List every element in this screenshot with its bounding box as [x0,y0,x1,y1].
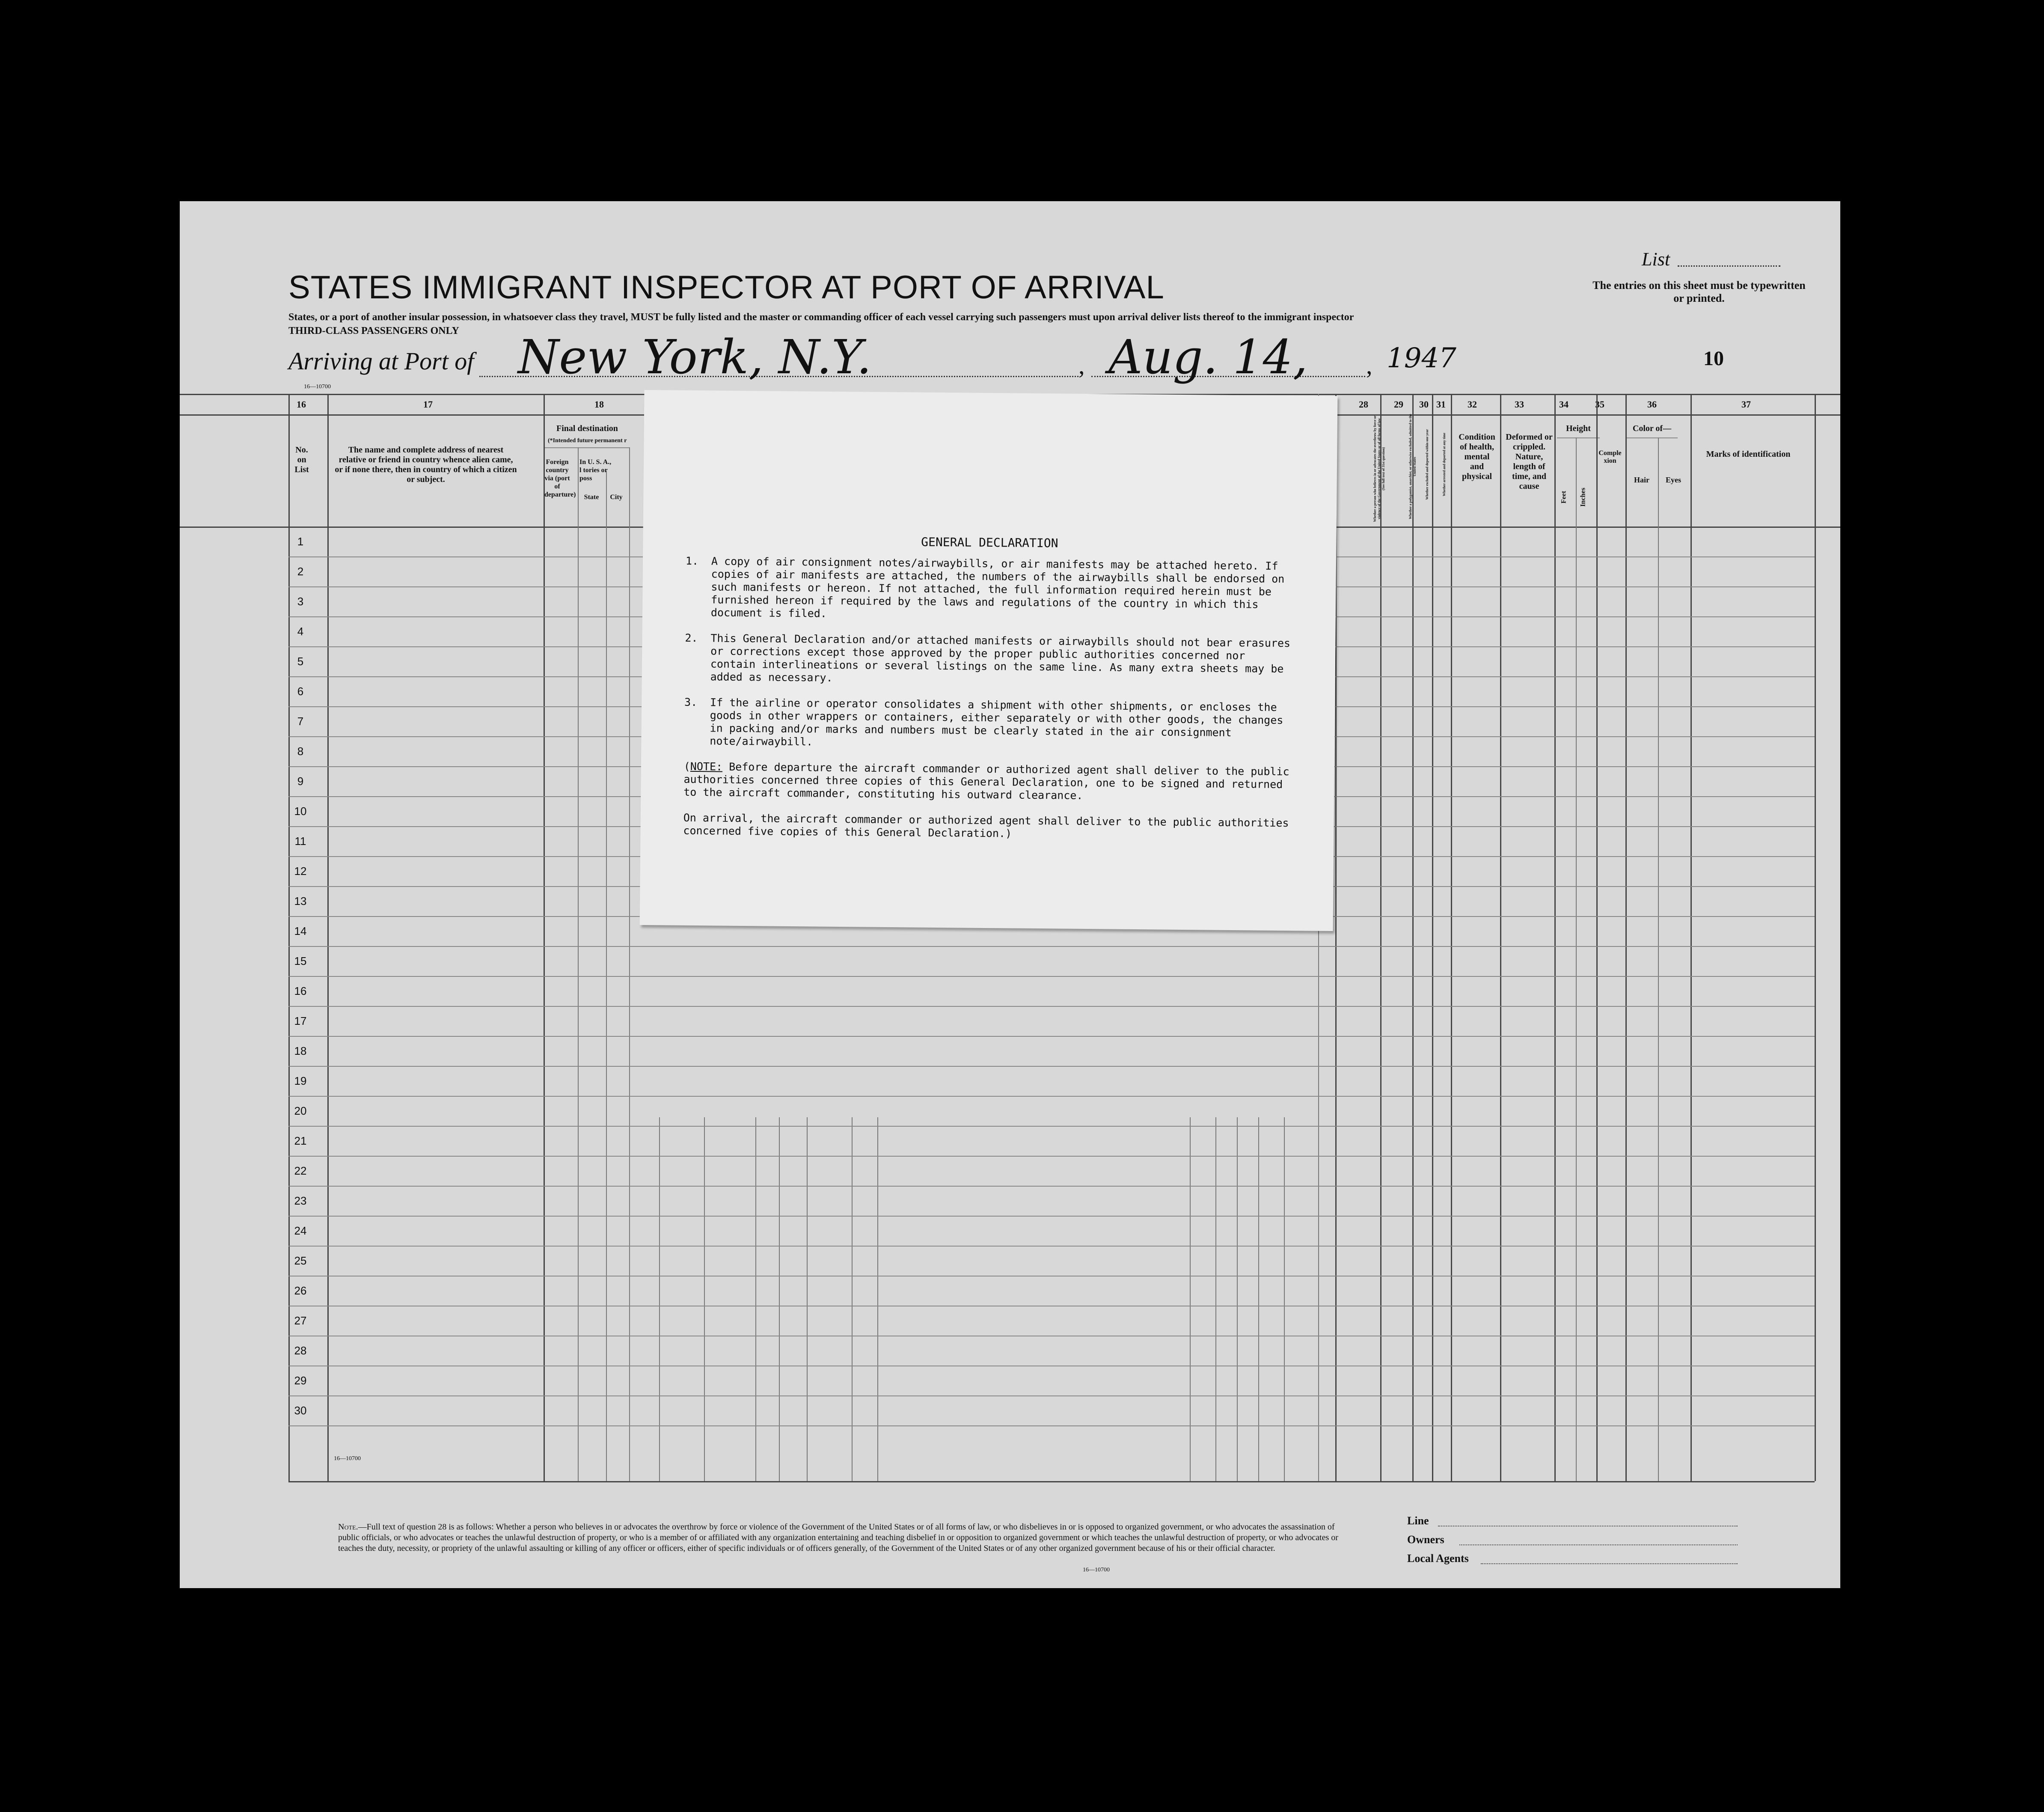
row-rule [288,1126,1815,1127]
declaration-items [683,555,1293,842]
col-num: 18 [594,399,604,410]
col-rule [1284,1117,1285,1481]
header-health: Condition of health, mental and physical [1459,432,1495,481]
header-final-destination: Final destination [556,424,618,433]
row-number: 29 [294,1374,307,1387]
header-state: State [584,494,599,501]
col-rule [852,1117,853,1481]
col-rule [755,1117,756,1481]
row-number: 4 [297,625,304,638]
row-number: 14 [294,925,307,937]
row-number: 10 [294,805,307,818]
year-field: 1947 [1387,342,1456,374]
general-declaration-card [640,390,1338,931]
row-number: 22 [294,1164,307,1177]
port-handwritten: New York, N.Y. [518,330,872,384]
row-number: 17 [294,1015,307,1027]
row-number: 25 [294,1254,307,1267]
row-number: 3 [297,595,304,608]
form-code-top: 16—10700 [304,384,331,390]
col-rule [704,1117,705,1481]
sub-header-rule [1626,437,1678,438]
row-number: 16 [294,985,307,997]
header-color-of: Color of— [1632,424,1672,433]
row-number: 30 [294,1404,307,1417]
row-number: 20 [294,1104,307,1117]
passenger-class-text: THIRD-CLASS PASSENGERS ONLY [288,325,459,336]
col-rule [1237,1117,1238,1481]
footer-form-code: 16—10700 [1083,1567,1110,1573]
local-agents-label: Local Agents [1407,1552,1469,1565]
row-number: 19 [294,1074,307,1087]
header-in-usa: In U. S. A., l tories or poss [579,458,612,482]
row-number: 11 [294,835,306,848]
row-rule [288,1036,1815,1037]
note-text: Before departure the aircraft commander or authorized agent shall deliver to the public authorities concerned three copies of this General Declaration, one to be signed and returned to the aircraft commander, constituting his outward clearance. [683,760,1289,802]
row-number: 21 [294,1134,307,1147]
header-height: Height [1566,424,1591,433]
entries-note: The entries on this sheet must be typewritten or printed. [1592,279,1806,304]
header-q29: Whether excluded and deported within one year [1425,429,1429,500]
list-number-line [1678,265,1780,267]
row-rule [288,1156,1815,1157]
col-num: 16 [297,399,306,410]
line-label: Line [1407,1514,1429,1527]
row-number: 26 [294,1284,307,1297]
page-title: STATES IMMIGRANT INSPECTOR AT PORT OF ARRIVAL [288,269,1165,306]
col-rule [807,1117,808,1481]
col-rule [1190,1117,1191,1481]
row-rule [288,1096,1815,1097]
sub-header-rule [544,447,630,448]
header-deformed: Deformed or crippled. Nature, length of time, and cause [1506,432,1553,491]
sub-header-rule [1557,437,1600,438]
col-num: 37 [1741,399,1751,410]
header-q27: Whether a person who believes in or advocates the overthrow by force or violence of the Government of the United States or of all forms of law (See full text of 31st question) [1373,415,1385,522]
comma-separator: , [1078,351,1085,379]
declaration-arrival-text: On arrival, the aircraft commander or authorized agent shall deliver to the public authorities concerned five copies of this General Declaration.) [683,811,1289,840]
header-marks: Marks of identification [1706,449,1791,459]
col-num: 33 [1515,399,1524,410]
header-nearest-relative: The name and complete address of nearest relative or friend in country whence alien came, or if none there, then in country of which a citizen or subject. [335,445,517,484]
header-q30: Whether arrested and deported at any time [1442,432,1446,497]
declaration-item-text: If the airline or operator consolidates a shipment with other shipments, or encloses the goods in other wrappers or containers, either separately or with other goods, the changes in packing and/or marks and numbers must be clearly stated in the air consignment note/airwaybill. [710,696,1283,748]
header-q28: Whether a polygamist, anarchist, or otherwise excluded, admitted to the United States [1408,414,1417,519]
col-num: 29 [1394,399,1403,410]
header-city: City [610,494,623,501]
sheet-number: 10 [1703,347,1724,370]
header-final-destination-sub: (*Intended future permanent r [548,437,627,444]
header-no-on-list: No. on List [294,445,309,474]
row-rule [288,1186,1815,1187]
date-handwritten: Aug. 14, [1108,330,1308,384]
row-rule [288,1246,1815,1247]
col-num: 31 [1436,399,1446,410]
col-rule [1576,437,1577,1481]
header-foreign-country: Foreign country via (port of departure) [544,458,576,498]
row-number: 28 [294,1344,307,1357]
col-num: 32 [1468,399,1477,410]
header-eyes: Eyes [1666,476,1681,484]
declaration-note: (NOTE: Before departure the aircraft commander or authorized agent shall deliver to the public authorities concerned three copies of this General Declaration, one to be signed and returned to the aircraft commander, constituting his outward clearance. [683,760,1289,802]
manifest-sheet [180,201,1840,1588]
col-rule [629,447,630,1481]
form-code-bottom: 16—10700 [334,1455,361,1462]
col-rule [659,1117,660,1481]
col-rule [578,447,579,1481]
owners-field [1459,1544,1738,1545]
arriving-label: Arriving at Port of [288,347,474,375]
row-number: 6 [297,685,304,698]
col-rule [1215,1117,1216,1481]
list-label: List [1642,249,1670,270]
row-number: 13 [294,895,307,907]
row-rule [288,1216,1815,1217]
local-agents-field [1481,1563,1738,1564]
col-rule [877,1117,878,1481]
note-label: NOTE: [690,760,723,773]
col-num: 34 [1559,399,1569,410]
footnote-label: Note. [338,1522,358,1532]
declaration-item-number: 2. [685,631,698,645]
row-number: 12 [294,865,307,878]
col-num: 35 [1595,399,1604,410]
row-number: 15 [294,955,307,967]
row-number: 5 [297,655,304,668]
declaration-item-number: 1. [685,554,699,568]
declaration-item-text: A copy of air consignment notes/airwaybills, or air manifests may be attached hereto. If copies of air manifests are attached, the numbers of the airwaybills shall be endorsed on such manifests or hereon. If not attached, the full information required herein must be furnished hereon if required by the laws and regulations of the country in which this document is filed. [710,555,1285,620]
row-rule [288,1006,1815,1007]
row-number: 23 [294,1194,307,1207]
row-number: 8 [297,745,304,758]
owners-label: Owners [1407,1533,1444,1546]
row-number: 24 [294,1224,307,1237]
col-rule [1658,437,1659,1481]
row-rule [288,1066,1815,1067]
row-rule [288,1425,1815,1426]
row-number: 2 [297,565,304,578]
row-number: 18 [294,1044,307,1057]
col-num: 17 [423,399,433,410]
comma-separator: , [1366,351,1373,379]
declaration-title: GENERAL DECLARATION [921,535,1058,550]
declaration-item [685,632,1293,688]
header-hair: Hair [1634,476,1649,484]
declaration-item [684,696,1292,753]
header-feet: Feet [1560,491,1568,504]
declaration-item [685,555,1293,624]
header-inches: Inches [1579,488,1587,507]
row-number: 27 [294,1314,307,1327]
col-num: 30 [1419,399,1429,410]
col-num: 36 [1647,399,1657,410]
row-number: 1 [297,535,304,548]
col-rule [779,1117,780,1481]
row-rule [288,946,1815,947]
row-rule [288,976,1815,977]
instruction-text: States, or a port of another insular possession, in whatsoever class they travel, MUST be fully listed and the master or commanding officer of each vessel carrying such passengers must upon arrival deliver lists thereof to the immigrant inspector [288,312,1354,323]
row-rule [288,1395,1815,1396]
header-complexion: Complexion [1598,449,1622,464]
declaration-item-text: This General Declaration and/or attached manifests or airwaybills should not bear erasures or corrections except those approved by the proper public authorities concerned nor contain interlineations or several listings on the same line. As many extra sheets may be added as necessary. [710,632,1291,684]
table-bottom-rule [288,1481,1815,1482]
col-rule [1815,394,1816,1481]
row-number: 9 [297,775,304,788]
col-num: 28 [1359,399,1368,410]
col-rule [1258,1117,1259,1481]
declaration-item-number: 3. [684,696,698,709]
row-number: 7 [297,715,304,728]
footnote-text: —Full text of question 28 is as follows: Whether a person who believes in or advocates the overthrow by force or violence of the Government of the United States or of all forms of law, or who disbelieves in or is opposed to organized government, or who advocates the assassination of public officials, or who advocates or teaches the unlawful destruction of property, or who is a member of or affiliated with any organization entertaining and teaching disbelief in or opposition to organized government or which teaches the unlawful destruction of property, or who advocates or teaches the duty, necessity, or propriety of the unlawful assaulting or killing of any officer or officers, either of specific individuals or of officers generally, of the Government of the United States or of any other organized government because of his or their official character. [338,1522,1338,1553]
footnote [338,1522,1348,1554]
